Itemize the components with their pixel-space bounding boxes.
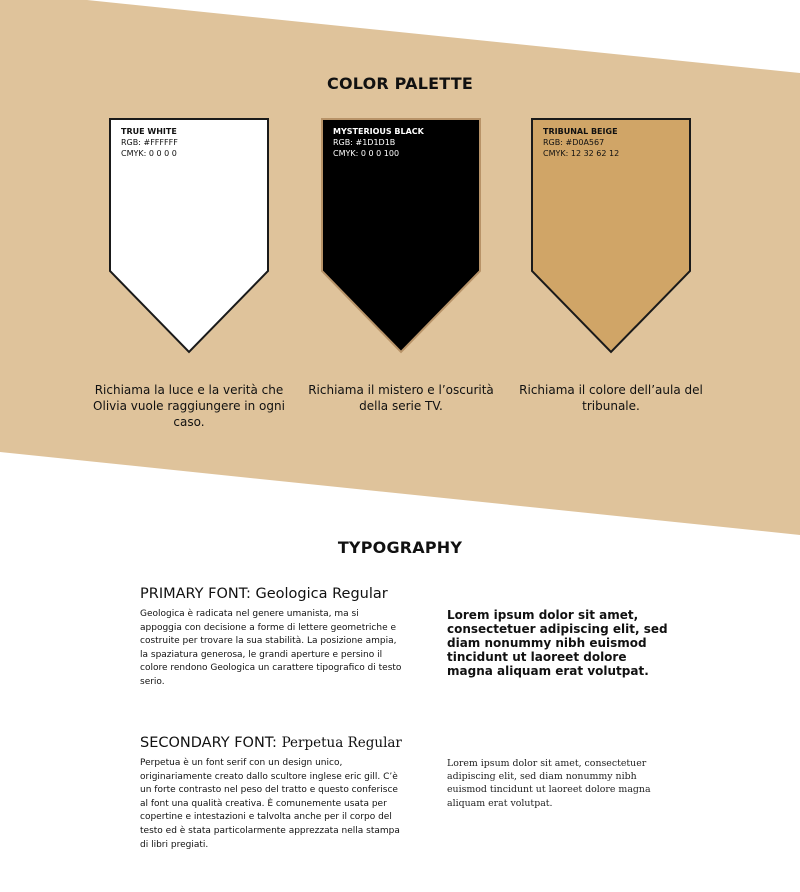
swatch-name: TRIBUNAL BEIGE (543, 127, 618, 136)
swatch-cmyk: CMYK: 0 0 0 0 (121, 149, 177, 158)
swatch-rgb: RGB: #FFFFFF (121, 138, 178, 147)
swatch-description-mysterious-black: Richiama il mistero e l’oscurità della serie TV. (308, 383, 494, 413)
swatch-tribunal-beige (531, 118, 691, 354)
swatch-description-true-white: Richiama la luce e la verità che Olivia vuole raggiungere in ogni caso. (93, 383, 285, 429)
secondary-font-heading (140, 735, 402, 751)
primary-font-label: PRIMARY FONT: (140, 586, 251, 602)
swatch-cmyk: CMYK: 12 32 62 12 (543, 149, 620, 158)
swatch-true-white (109, 118, 269, 354)
swatch-name: TRUE WHITE (121, 127, 177, 136)
swatch-cmyk: CMYK: 0 0 0 100 (333, 149, 400, 158)
secondary-font-description: Perpetua è un font serif con un design unico, originariamente creato dallo scultore inglese eric gill. C’è un forte contrasto nel peso del tratto e questo conferisce al font una qualità creativa. È comunemente usata per copertine e intestazioni e talvolta anche per il corpo del testo ed è stata particolarmente apprezzata nella stampa di libri pregiati. (140, 758, 400, 850)
swatch-rgb: RGB: #D0A567 (543, 138, 605, 147)
swatch-rgb: RGB: #1D1D1B (333, 138, 396, 147)
typography-title: TYPOGRAPHY (337, 538, 463, 557)
secondary-font-sample: Lorem ipsum dolor sit amet, consectetuer adipiscing elit, sed diam nonummy nibh euismod tincidunt ut laoreet dolore magna aliquam erat volutpat. (447, 758, 651, 809)
swatch-mysterious-black (321, 118, 481, 354)
secondary-font-name: Perpetua Regular (281, 735, 402, 751)
primary-font-name: Geologica Regular (255, 586, 388, 602)
swatch-info-tribunal-beige (543, 126, 619, 159)
primary-font-description: Geologica è radicata nel genere umanista, ma si appoggia con decisione a forme di lettere geometriche e costruite per trovare la sua stabilità. La posizione ampia, la spaziatura generosa, le grandi aperture e persino il colore rendono Geologica un carattere tipografico di testo serio. (140, 609, 402, 687)
secondary-font-label: SECONDARY FONT: (140, 735, 277, 751)
swatch-description-tribunal-beige: Richiama il colore dell’aula del tribunale. (519, 383, 703, 413)
swatch-info-mysterious-black (333, 126, 424, 159)
color-palette-title: COLOR PALETTE (327, 74, 473, 93)
primary-font-heading (140, 586, 388, 602)
swatch-name: MYSTERIOUS BLACK (333, 127, 424, 136)
swatch-info-true-white (121, 126, 178, 159)
primary-font-sample: Lorem ipsum dolor sit amet, consectetuer adipiscing elit, sed diam nonummy nibh euismod tincidunt ut laoreet dolore magna aliquam erat volutpat. (447, 608, 668, 678)
